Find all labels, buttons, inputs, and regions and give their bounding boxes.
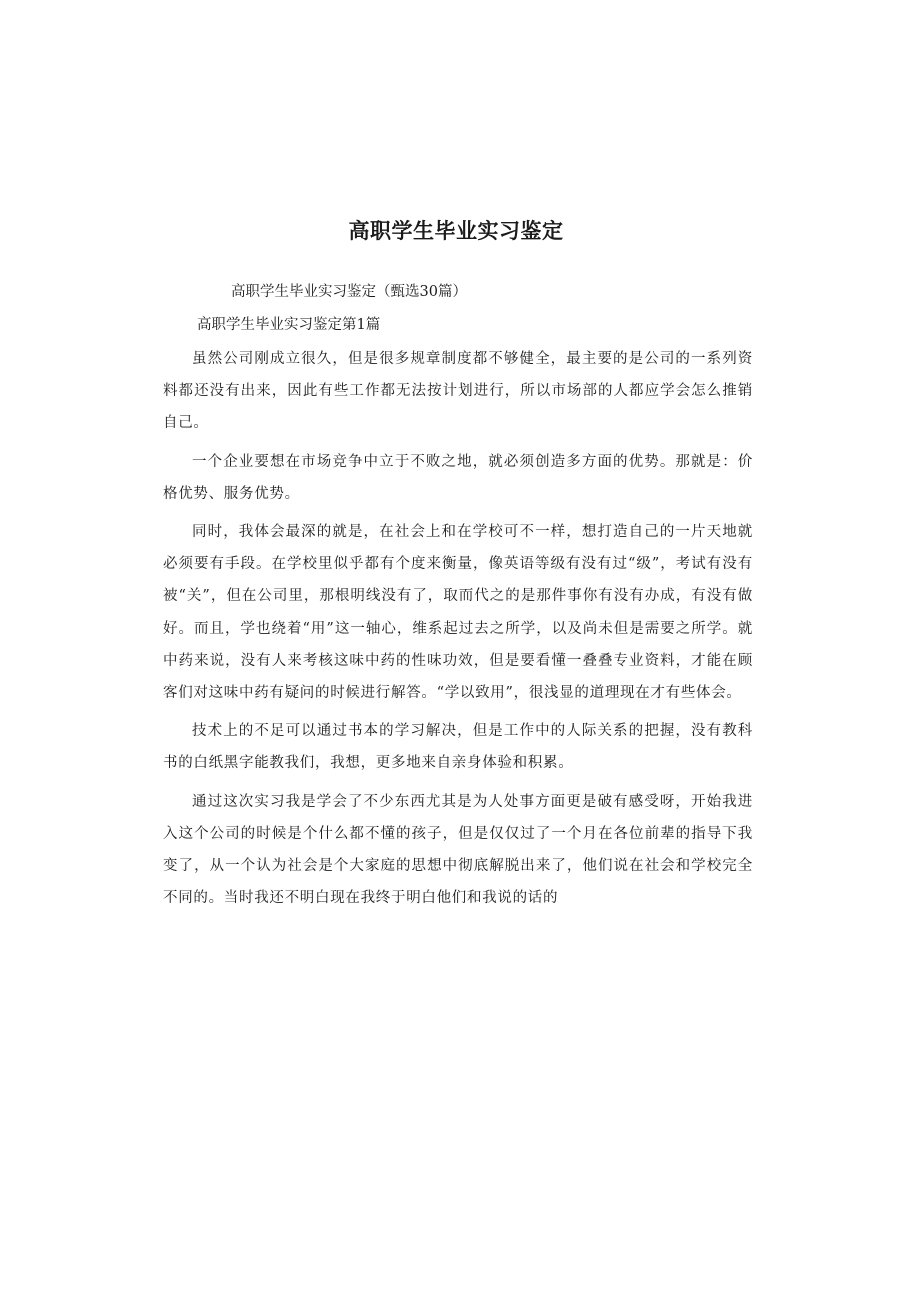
paragraph: 虽然公司刚成立很久，但是很多规章制度都不够健全，最主要的是公司的一系列资料都还没有出来，因此有些工作都无法按计划进行，所以市场部的人都应学会怎么推销自己。 <box>163 351 753 432</box>
paragraph: 一个企业要想在市场竞争中立于不败之地，就必须创造多方面的优势。那就是：价格优势、服务优势。 <box>163 453 753 502</box>
paragraph: 技术上的不足可以通过书本的学习解决，但是工作中的人际关系的把握，没有教科书的白纸黑字能教我们，我想，更多地来自亲身体验和积累。 <box>163 723 753 772</box>
paragraph: 通过这次实习我是学会了不少东西尤其是为人处事方面更是破有感受呀，开始我进入这个公司的时候是个什么都不懂的孩子，但是仅仅过了一个月在各位前辈的指导下我变了，从一个认为社会是个大家庭的思想中彻底解脱出来了，他们说在社会和学校完全不同的。当时我还不明白现在我终于明白他们和我说的话的 <box>163 793 753 907</box>
document-title: 高职学生毕业实习鉴定 <box>348 219 564 243</box>
paragraph: 同时，我体会最深的就是，在社会上和在学校可不一样，想打造自己的一片天地就必须要有手段。在学校里似乎都有个度来衡量，像英语等级有没有过“级”，考试有没有被“关”，但在公司里，那根明线没有了，取而代之的是那件事你有没有办成，有没有做好。而且，学也绕着“用”这一轴心，维系起过去之所学，以及尚未但是需要之所学。就中药来说，没有人来考核这味中药的性味功效，但是要看懂一叠叠专业资料，才能在顾客们对这味中药有疑问的时候进行解答。“学以致用”，很浅显的道理现在才有些体会。 <box>163 524 753 702</box>
document-subtitle: 高职学生毕业实习鉴定（甄选30篇） <box>231 284 467 300</box>
section-heading: 高职学生毕业实习鉴定第1篇 <box>197 317 381 333</box>
body-text <box>163 343 753 920</box>
